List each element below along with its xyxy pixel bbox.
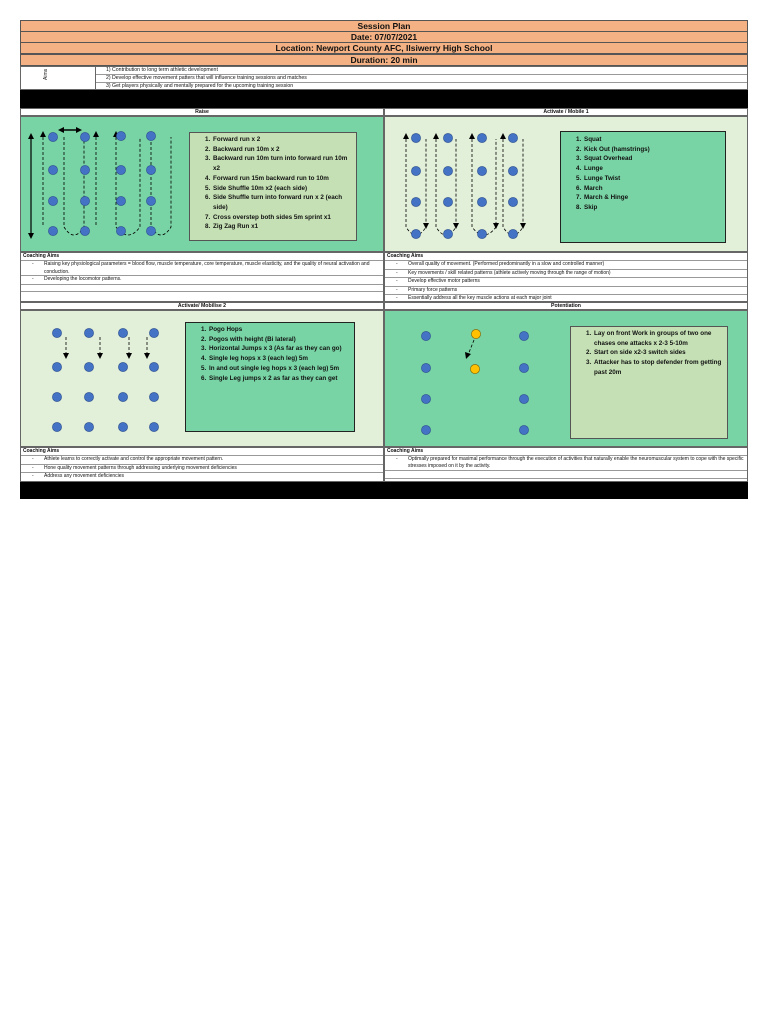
activate1-step: 1. Squat: [583, 135, 725, 145]
raise-title: Raise: [20, 108, 384, 116]
activate2-step: 5. In and out single leg hops x 3 (each leg) 5m: [208, 364, 354, 374]
activate2-step: 4. Single leg hops x 3 (each leg) 5m: [208, 354, 354, 364]
raise-step: 4. Forward run 15m backward run to 10m: [212, 174, 356, 184]
coaching-aim-item: - Developing the locomotor patterns.: [21, 276, 383, 285]
activate2-steps-box: [185, 322, 355, 432]
raise-step: 8. Zig Zag Run x1: [212, 222, 356, 232]
coaching-aim-item: - Optimally prepared for maximal performance through the execution of activities that naturally enable the neuromuscular system to cope with the specific stresses imposed on it by the activity.: [385, 456, 747, 471]
session-date: Date: 07/07/2021: [20, 31, 748, 43]
potentiation-coaching-aims: [384, 447, 748, 482]
raise-step: 3. Backward run 10m turn into forward run 10m x2: [212, 154, 356, 173]
session-plan-title: Session Plan: [20, 20, 748, 32]
coaching-aims-heading: Coaching Aims: [385, 448, 747, 456]
coaching-aim-item: - Athlete learns to correctly activate and control the appropriate movement pattern.: [21, 456, 383, 465]
coaching-aim-item: - Essentially address all the key muscle actions at each major joint: [396, 295, 552, 301]
activate2-step: 3. Horizontal Jumps x 3 (As far as they can go): [208, 344, 354, 354]
session-duration: Duration: 20 min: [20, 54, 748, 66]
raise-step: 2. Backward run 10m x 2: [212, 145, 356, 155]
potentiation-steps-box: [570, 326, 728, 439]
aims-label: Aims: [43, 68, 49, 80]
activate2-step: 2. Pogos with height (Bi lateral): [208, 335, 354, 345]
activate1-step: 7. March & Hinge: [583, 193, 725, 203]
aims-item: 2) Develop effective movement patters that will influence training sessions and matches: [96, 75, 747, 83]
activate2-diagram-panel: [20, 310, 384, 447]
coaching-aim-empty: [21, 285, 383, 293]
activate1-diagram-panel: [384, 116, 748, 252]
potentiation-step: 2. Start on side x2-3 switch sides: [593, 348, 727, 358]
coaching-aim-item: - Develop effective motor patterns: [385, 278, 747, 287]
activate1-step: 2. Kick Out (hamstrings): [583, 145, 725, 155]
aims-table: [20, 66, 748, 90]
activate1-steps-box: [560, 131, 726, 243]
raise-coaching-aims: [20, 252, 384, 302]
coaching-aim-item: - Primary force patterns: [385, 287, 747, 296]
raise-diagram-panel: [20, 116, 384, 252]
activate1-step: 4. Lunge: [583, 164, 725, 174]
raise-steps-list: [190, 135, 356, 232]
coaching-aim-item: - Overall quality of movement. (Performed predominantly in a slow and controlled manner): [385, 261, 747, 270]
coaching-aims-heading: Coaching Aims: [21, 253, 383, 261]
coaching-aim-item: - Hone quality movement patterns through addressing underlying movement deficiencies: [21, 465, 383, 474]
raise-step: 1. Forward run x 2: [212, 135, 356, 145]
coaching-aim-empty: [385, 471, 747, 479]
coaching-aim-empty: [21, 292, 383, 300]
coaching-aim-item: - Address any movement deficiencies: [32, 473, 125, 479]
activate2-title: Activate/ Mobilise 2: [20, 302, 384, 310]
potentiation-diagram-panel: [384, 310, 748, 447]
footer-bar: [20, 482, 748, 499]
activate1-step: 8. Skip: [583, 203, 725, 213]
activate2-coaching-aims: [20, 447, 384, 482]
activate1-coaching-aims: [384, 252, 748, 302]
session-location: Location: Newport County AFC, Ilsiwerry High School: [20, 42, 748, 54]
potentiation-step: 3. Attacker has to stop defender from getting past 20m: [593, 358, 727, 377]
activate1-steps-list: [561, 135, 725, 213]
coaching-aims-heading: Coaching Aims: [21, 448, 383, 456]
aims-label-cell: [21, 67, 96, 89]
activate1-step: 5. Lunge Twist: [583, 174, 725, 184]
potentiation-step: 1. Lay on front Work in groups of two one chases one attacks x 2-3 5-10m: [593, 329, 727, 348]
coaching-aim-item: - Raising key physiological parameters = blood flow, muscle temperature, core temperature, muscle elasticity, and the quality of neural activation and conduction.: [21, 261, 383, 276]
activate1-step: 3. Squat Overhead: [583, 154, 725, 164]
raise-steps-box: [189, 132, 357, 241]
raise-step: 5. Side Shuffle 10m x2 (each side): [212, 184, 356, 194]
activate2-steps-list: [186, 325, 354, 383]
potentiation-title: Potentiation: [384, 302, 748, 310]
aims-item: 3) Get players physically and mentally prepared for the upcoming training session: [106, 83, 294, 89]
coaching-aims-heading: Coaching Aims: [385, 253, 747, 261]
activate2-step: 1. Pogo Hops: [208, 325, 354, 335]
coaching-aim-item: - Key movements / skill related patterns (athlete actively moving through the range of motion): [385, 270, 747, 279]
raise-step: 7. Cross overstep both sides 5m sprint x1: [212, 213, 356, 223]
activate1-step: 6. March: [583, 184, 725, 194]
activate1-title: Activate / Mobile 1: [384, 108, 748, 116]
activate2-step: 6. Single Leg jumps x 2 as far as they can get: [208, 374, 354, 384]
divider-bar: [20, 90, 748, 108]
raise-step: 6. Side Shuffle turn into forward run x 2 (each side): [212, 193, 356, 212]
potentiation-steps-list: [571, 329, 727, 378]
aims-item: 1) Contribution to long term athletic development: [96, 67, 747, 75]
